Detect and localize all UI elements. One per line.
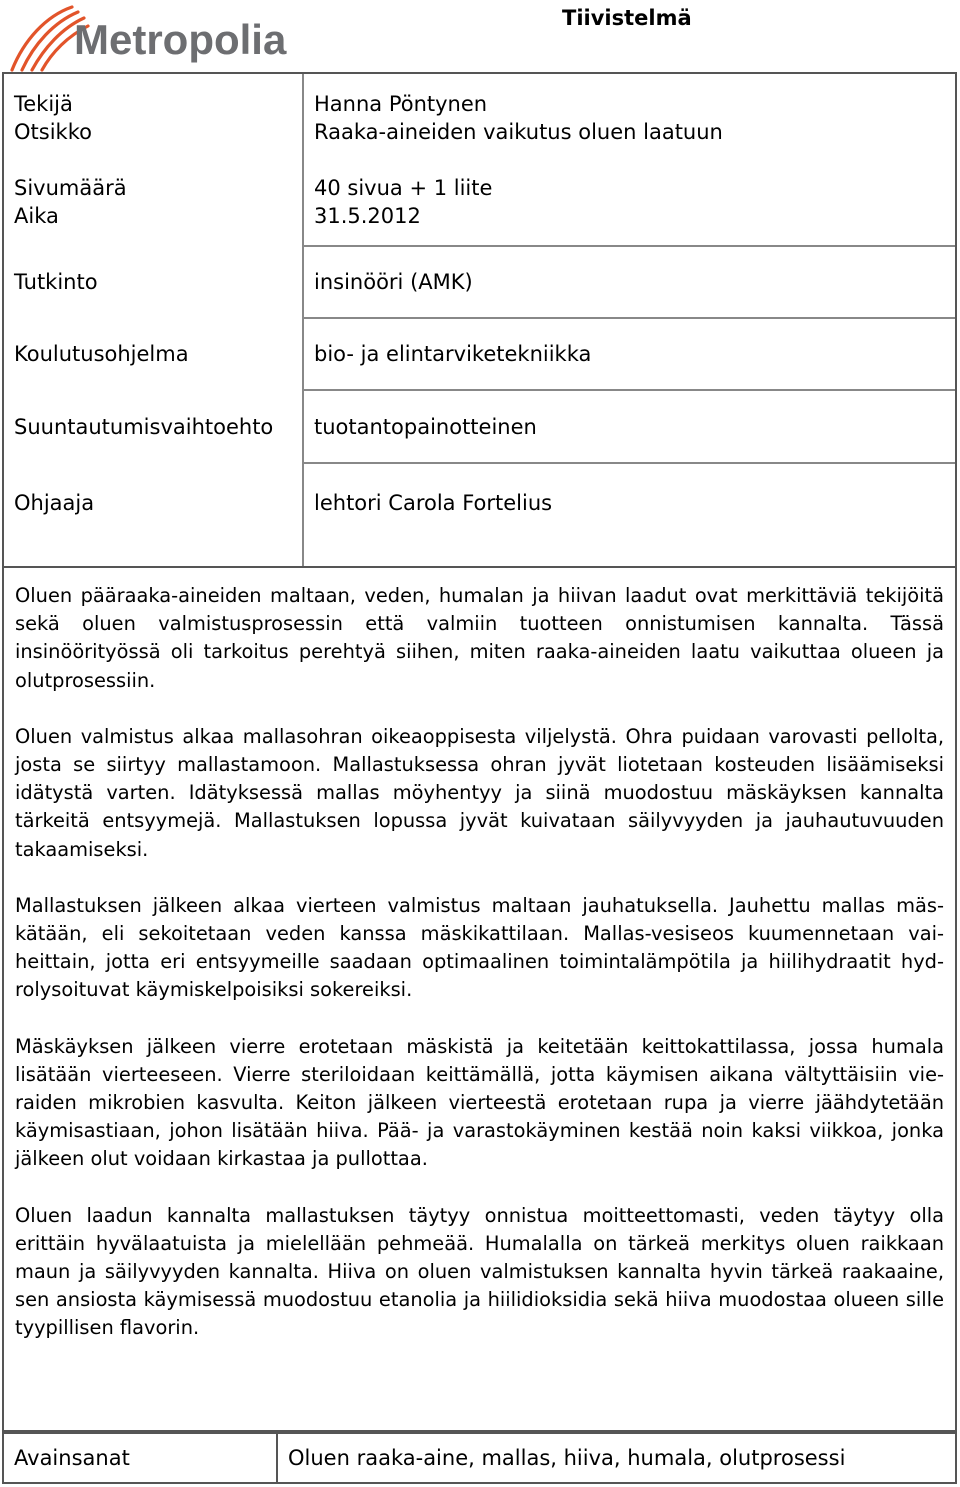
column-divider: [302, 74, 304, 566]
pages-value: 40 sivua + 1 liite: [314, 176, 493, 200]
metropolia-logo: [8, 2, 328, 72]
keywords-value: Oluen raaka-aine, mallas, hiiva, humala, olutprosessi: [288, 1446, 846, 1470]
title-label: Otsikko: [14, 120, 92, 144]
keywords-row: [2, 1432, 957, 1484]
specialisation-label: Suuntautumisvaihtoehto: [14, 415, 274, 439]
programme-value: bio- ja elintarviketekniikka: [314, 342, 592, 366]
date-label: Aika: [14, 204, 59, 228]
abstract-paragraph: Oluen pääraaka-aineiden maltaan, veden, humalan ja hiivan laadut ovat merkittäviä tekijöitä sekä oluen valmistusprosessin että valmiin tuotteen onnistumisen kannalta. Tässä insinöörityössä oli tarkoitus perehtyä siihen, miten raaka-aineiden laatu vaikuttaa olueen ja olutprosessiin.: [15, 584, 944, 692]
author-value: Hanna Pöntynen: [314, 92, 488, 116]
abstract-paragraph: Mallastuksen jälkeen alkaa vierteen valmistus maltaan jauhatuksella. Jauhettu mallas mäskätään, eli sekoitetaan veden kanssa mäskikattilaan. Mallas-vesiseos kuumennetaan vaiheittain, jotta eri entsyymeille saadaan optimaalinen toimintalämpötila ja hiilihydraatit hydrolysoituvat käymiskelpoisiksi sokereiksi.: [15, 893, 944, 1002]
abstract-paragraph: Oluen laadun kannalta mallastuksen täytyy onnistua moitteettomasti, veden täytyy olla erittäin hyvälaatuista ja mielellään pehmeää. Humalalla on tärkeä merkitys oluen raikkaan maun ja säilyvyyden kannalta. Hiiva on oluen valmistuksen kannalta hyvin tärkeä raakaaine, sen ansiosta käymisessä muodostuu etanolia ja hiilidioksidia sekä hiiva muodostaa olueen sille tyypillisen flavorin.: [15, 1203, 944, 1340]
author-label: Tekijä: [14, 92, 73, 116]
abstract-section: [2, 568, 957, 1432]
abstract-paragraph: Oluen valmistus alkaa mallasohran oikeaoppisesta viljelystä. Ohra puidaan varovasti pellolta, josta se siirtyy mallastamoon. Mallastuksessa ohran jyvät liotetaan kosteuden lisäämiseksi idätystä varten. Idätyksessä mallas möyhentyy ja siinä muodostuu mäskäyksen kannalta tärkeitä entsyymejä. Mallastuksen lopussa jyvät kuivataan säilyvyyden ja jauhautuvuuden takaamiseksi.: [15, 724, 944, 861]
document-type: Tiivistelmä: [562, 6, 692, 30]
pages-label: Sivumäärä: [14, 176, 127, 200]
supervisor-value: lehtori Carola Fortelius: [314, 491, 553, 515]
title-value: Raaka-aineiden vaikutus oluen laatuun: [314, 120, 723, 144]
row-divider: [302, 389, 955, 391]
supervisor-label: Ohjaaja: [14, 491, 95, 515]
keywords-label: Avainsanat: [14, 1446, 130, 1470]
date-value: 31.5.2012: [314, 204, 421, 228]
degree-value: insinööri (AMK): [314, 270, 473, 294]
logo-text: Metropolia: [74, 16, 287, 63]
row-divider: [302, 245, 955, 247]
row-divider: [302, 317, 955, 319]
abstract-paragraph: Mäskäyksen jälkeen vierre erotetaan mäskistä ja keitetään keittokattilassa, jossa humala lisätään vierteeseen. Vierre steriloidaan keittämällä, jotta käymisen aikana vältyttäisiin vieraiden mikrobien kasvulta. Keiton jälkeen vierteestä erotetaan rupa ja vierre jäähdytetään käymisastiaan, johon lisätään hiiva. Pää- ja varastokäyminen kestää noin kaksi viikkoa, jonka jälkeen olut voidaan kirkastaa ja pullottaa.: [15, 1034, 944, 1171]
programme-label: Koulutusohjelma: [14, 342, 189, 366]
specialisation-value: tuotantopainotteinen: [314, 415, 537, 439]
column-divider: [276, 1434, 278, 1482]
info-table: [2, 72, 957, 568]
row-divider: [302, 462, 955, 464]
degree-label: Tutkinto: [14, 270, 98, 294]
